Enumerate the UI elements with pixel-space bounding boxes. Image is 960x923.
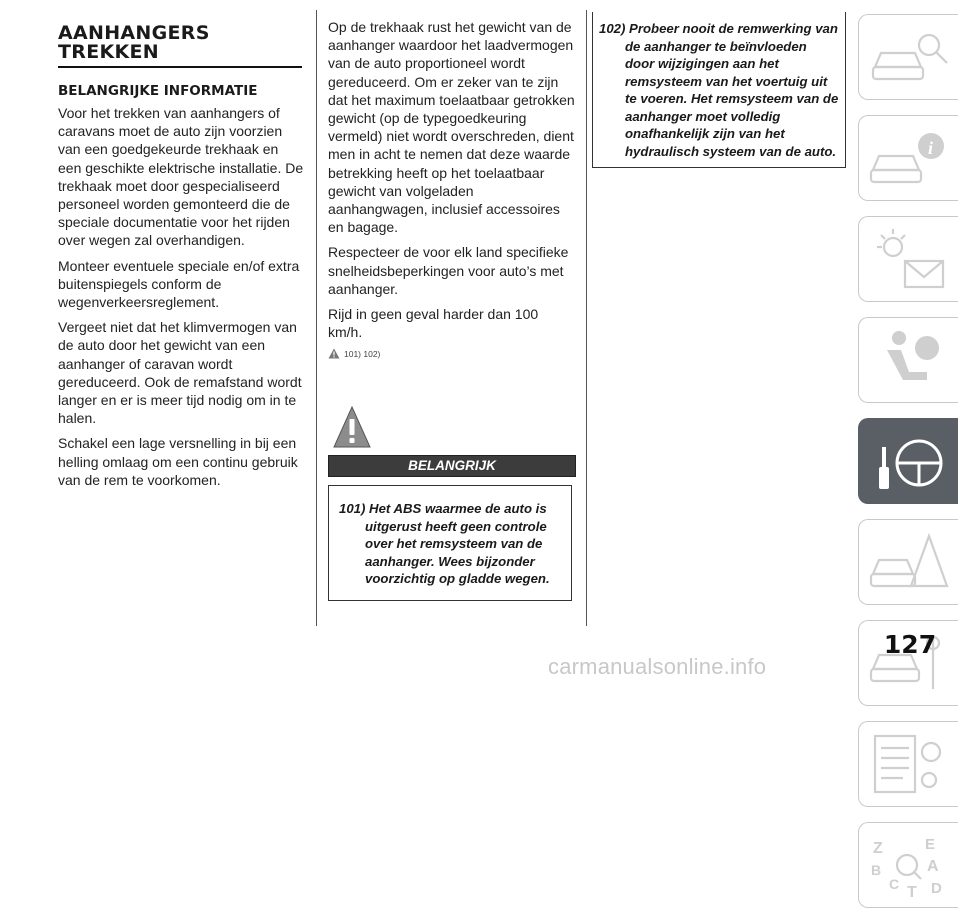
column-divider-left — [316, 10, 317, 626]
chapter-tabs — [858, 14, 960, 923]
car-breakdown-icon — [867, 528, 951, 598]
warning-references[interactable] — [328, 348, 576, 359]
car-search-icon — [867, 23, 951, 93]
warning-header: BELANGRIJK — [328, 455, 576, 477]
warning-box-102 — [592, 12, 846, 168]
index-letter: C — [889, 876, 900, 892]
section-subtitle: BELANGRIJKE INFORMATIE — [58, 83, 258, 99]
middle-column — [328, 18, 576, 601]
warning-lights-icon — [867, 225, 951, 295]
tab-know-your-car[interactable] — [858, 115, 958, 201]
specifications-icon — [867, 730, 951, 800]
index-letter: A — [927, 858, 939, 875]
reference-numbers: 101) 102) — [344, 349, 381, 360]
left-column — [58, 18, 304, 496]
column-divider-right — [586, 10, 587, 626]
steering-key-icon — [867, 427, 951, 497]
paragraph: Schakel een lage versnelling in bij een helling omlaag om een continu gebruik van de rem te voorkomen. — [58, 435, 298, 488]
tab-dashboard[interactable] — [858, 14, 958, 100]
tab-warning-lights[interactable] — [858, 216, 958, 302]
paragraph: Vergeet niet dat het klimvermogen van de auto door het gewicht van een aanhanger of caravan wordt gereduceerd. Ook de remafstand wordt langer en er is meer tijd nodig om in te halen. — [58, 319, 302, 427]
seat-airbag-icon — [867, 326, 951, 396]
svg-text:i: i — [928, 138, 934, 158]
tab-technical-data[interactable] — [858, 721, 958, 807]
tab-index[interactable] — [858, 822, 958, 908]
paragraph: Monteer eventuele speciale en/of extra buitenspiegels conform de wegenverkeersreglement. — [58, 257, 300, 311]
paragraph: Respecteer de voor elk land specifieke snelheidsbeperkingen voor auto’s met aanhanger. — [328, 244, 569, 297]
section-title: AANHANGERS TREKKEN — [58, 24, 302, 68]
warning-box-101 — [328, 485, 572, 601]
watermark: carmanualsonline.info — [548, 654, 767, 679]
tab-emergency[interactable] — [858, 519, 958, 605]
warning-triangle-icon — [332, 405, 372, 449]
paragraph: Rijd in geen geval harder dan 100 km/h. — [328, 306, 539, 341]
small-warning-icon — [328, 348, 340, 359]
index-letter: T — [907, 884, 917, 901]
index-letter: Z — [873, 840, 883, 857]
page-number: 127 — [883, 630, 937, 659]
tab-safety[interactable] — [858, 317, 958, 403]
index-letter: E — [925, 836, 936, 853]
index-alphabet-icon — [867, 831, 951, 901]
warning-text-101: 101) Het ABS waarmee de auto is uitgerust heeft geen controle over het remsysteem van de aanhanger. Wees bijzonder voorzichtig op gladde wegen. — [339, 501, 550, 587]
car-info-icon — [867, 124, 951, 194]
paragraph: Voor het trekken van aanhangers of caravans moet de auto zijn voorzien van een goedgekeurde trekhaak en een geschikte elektrische installatie. De trekhaak moet door gespecialiseerd personeel worden gemonteerd die de speciale documentatie voor het rijden over wegen zal overhandigen. — [58, 105, 304, 249]
index-letter: D — [931, 880, 942, 897]
tab-starting-driving[interactable] — [858, 418, 958, 504]
paragraph: Op de trekhaak rust het gewicht van de aanhanger waardoor het laadvermogen van de auto proportioneel wordt gereduceerd. Om er zeker van te zijn dat het maximum toelaatbaar getrokken gewicht (op de typegoedkeuring vermeld) niet wordt overschreden, dient men in acht te nemen dat deze waarde betrekking heeft op het toelaatbaar gewicht van volgeladen aanhangwagen, inclusief accessoires en bagage. — [328, 19, 575, 236]
index-letter: B — [871, 862, 882, 878]
warning-text-102: 102) Probeer nooit de remwerking van de aanhanger te beïnvloeden door wijzigingen aan het remsysteem van het voertuig uit te voeren. Het remsysteem van de aanhanger moet volledig onafhankelijk zijn van het hydraulisch systeem van de auto. — [599, 21, 839, 159]
